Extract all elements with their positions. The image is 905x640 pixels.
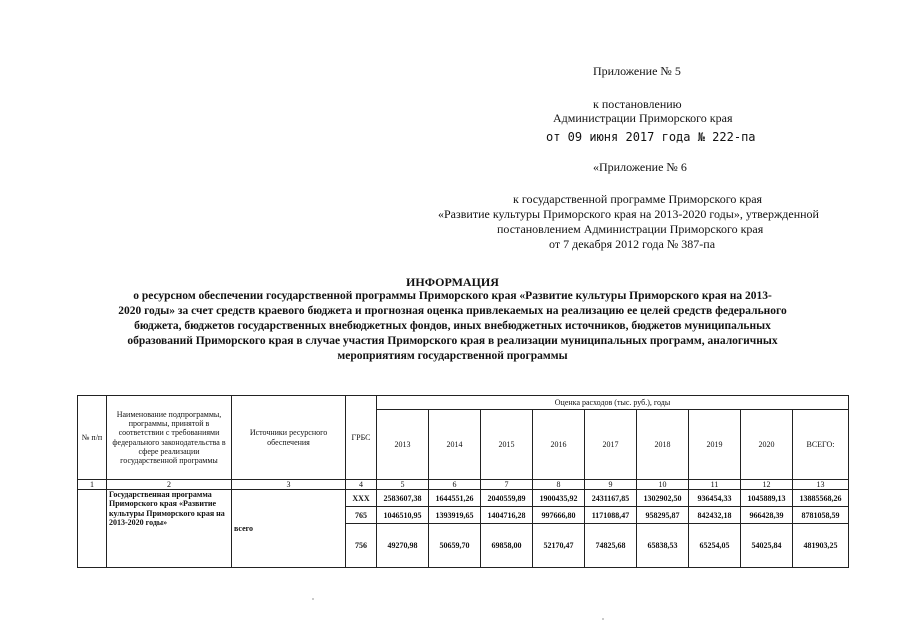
resource-table bbox=[77, 395, 849, 568]
value-cell: 1404716,28 bbox=[481, 507, 533, 524]
col-number: 5 bbox=[377, 480, 429, 490]
value-cell: 1900435,92 bbox=[533, 490, 585, 507]
value-cell: 2431167,85 bbox=[585, 490, 637, 507]
year-header: 2014 bbox=[429, 410, 481, 480]
value-cell: 966428,39 bbox=[741, 507, 793, 524]
col-number: 12 bbox=[741, 480, 793, 490]
value-cell: 2040559,89 bbox=[481, 490, 533, 507]
program-reference: к государственной программе Приморского края bbox=[513, 192, 763, 206]
program-name-cell: Государственная программа Приморского края «Развитие культуры Приморского края на 2013-2020 годы» bbox=[107, 490, 232, 568]
value-cell: 52170,47 bbox=[533, 524, 585, 568]
col-number: 4 bbox=[346, 480, 377, 490]
col-number: 6 bbox=[429, 480, 481, 490]
col-number: 1 bbox=[78, 480, 107, 490]
title-line-5: мероприятиям государственной программы bbox=[337, 350, 568, 362]
title-line-3: бюджета, бюджетов государственных внебюджетных фондов, иных внебюджетных источников, бюджетов муниципальных bbox=[134, 320, 771, 332]
scan-speck bbox=[312, 598, 314, 600]
col-number: 3 bbox=[232, 480, 346, 490]
col-number: 9 bbox=[585, 480, 637, 490]
value-cell: 1171088,47 bbox=[585, 507, 637, 524]
header-estimate: Оценка расходов (тыс. руб.), годы bbox=[377, 396, 849, 410]
col-number: 2 bbox=[107, 480, 232, 490]
year-header: 2016 bbox=[533, 410, 585, 480]
scan-speck bbox=[602, 618, 604, 620]
year-header: 2017 bbox=[585, 410, 637, 480]
value-cell: 74825,68 bbox=[585, 524, 637, 568]
year-header: 2020 bbox=[741, 410, 793, 480]
appendix-5-label: Приложение № 5 bbox=[593, 64, 681, 78]
value-cell: 65254,05 bbox=[689, 524, 741, 568]
value-cell: 65838,53 bbox=[637, 524, 689, 568]
header-num: № п/п bbox=[78, 396, 107, 480]
value-cell: 997666,80 bbox=[533, 507, 585, 524]
row-number-cell bbox=[78, 490, 107, 568]
header-source: Источники ресурсного обеспечения bbox=[232, 396, 346, 480]
resolution-date: от 09 июня 2017 года № 222-па bbox=[546, 130, 756, 144]
year-header: 2013 bbox=[377, 410, 429, 480]
total-header: ВСЕГО: bbox=[793, 410, 849, 480]
document-heading: ИНФОРМАЦИЯ bbox=[406, 275, 499, 289]
title-line-1: о ресурсном обеспечении государственной программы Приморского края «Развитие культуры Приморского края на 2013- bbox=[133, 290, 772, 302]
approved-date: от 7 декабря 2012 года № 387-па bbox=[549, 237, 716, 251]
approved-by: постановлением Администрации Приморского края bbox=[497, 222, 764, 236]
col-number: 13 bbox=[793, 480, 849, 490]
administration-label: Администрации Приморского края bbox=[553, 111, 733, 125]
value-cell: 1302902,50 bbox=[637, 490, 689, 507]
table-row bbox=[78, 490, 849, 507]
year-header: 2018 bbox=[637, 410, 689, 480]
grbs-cell: 756 bbox=[346, 524, 377, 568]
total-cell: 481903,25 bbox=[793, 524, 849, 568]
grbs-cell: 765 bbox=[346, 507, 377, 524]
value-cell: 1393919,65 bbox=[429, 507, 481, 524]
program-name: «Развитие культуры Приморского края на 2013-2020 годы», утвержденной bbox=[438, 207, 819, 221]
col-number: 8 bbox=[533, 480, 585, 490]
value-cell: 1046510,95 bbox=[377, 507, 429, 524]
value-cell: 936454,33 bbox=[689, 490, 741, 507]
source-cell: всего bbox=[232, 490, 346, 568]
year-header: 2015 bbox=[481, 410, 533, 480]
value-cell: 842432,18 bbox=[689, 507, 741, 524]
year-header: 2019 bbox=[689, 410, 741, 480]
value-cell: 50659,70 bbox=[429, 524, 481, 568]
col-number: 10 bbox=[637, 480, 689, 490]
total-cell: 8781058,59 bbox=[793, 507, 849, 524]
value-cell: 1644551,26 bbox=[429, 490, 481, 507]
header-grbs: ГРБС bbox=[346, 396, 377, 480]
col-number: 7 bbox=[481, 480, 533, 490]
grbs-cell: ХХХ bbox=[346, 490, 377, 507]
title-line-4: образований Приморского края в случае участия Приморского края в реализации муниципальных программ, аналогичных bbox=[127, 335, 778, 347]
value-cell: 49270,98 bbox=[377, 524, 429, 568]
value-cell: 54025,84 bbox=[741, 524, 793, 568]
value-cell: 69858,00 bbox=[481, 524, 533, 568]
title-line-2: 2020 годы» за счет средств краевого бюджета и прогнозная оценка привлекаемых на реализацию ее целей средств федерального bbox=[118, 305, 787, 317]
col-number: 11 bbox=[689, 480, 741, 490]
appendix-6-label: «Приложение № 6 bbox=[593, 160, 687, 174]
header-name: Наименование подпрограммы, программы, принятой в соответствии с требованиями федерального законодательства в сфере реализации государственной программы bbox=[107, 396, 232, 480]
value-cell: 2583607,38 bbox=[377, 490, 429, 507]
to-resolution-label: к постановлению bbox=[593, 97, 682, 111]
total-cell: 13885568,26 bbox=[793, 490, 849, 507]
value-cell: 958295,87 bbox=[637, 507, 689, 524]
value-cell: 1045889,13 bbox=[741, 490, 793, 507]
